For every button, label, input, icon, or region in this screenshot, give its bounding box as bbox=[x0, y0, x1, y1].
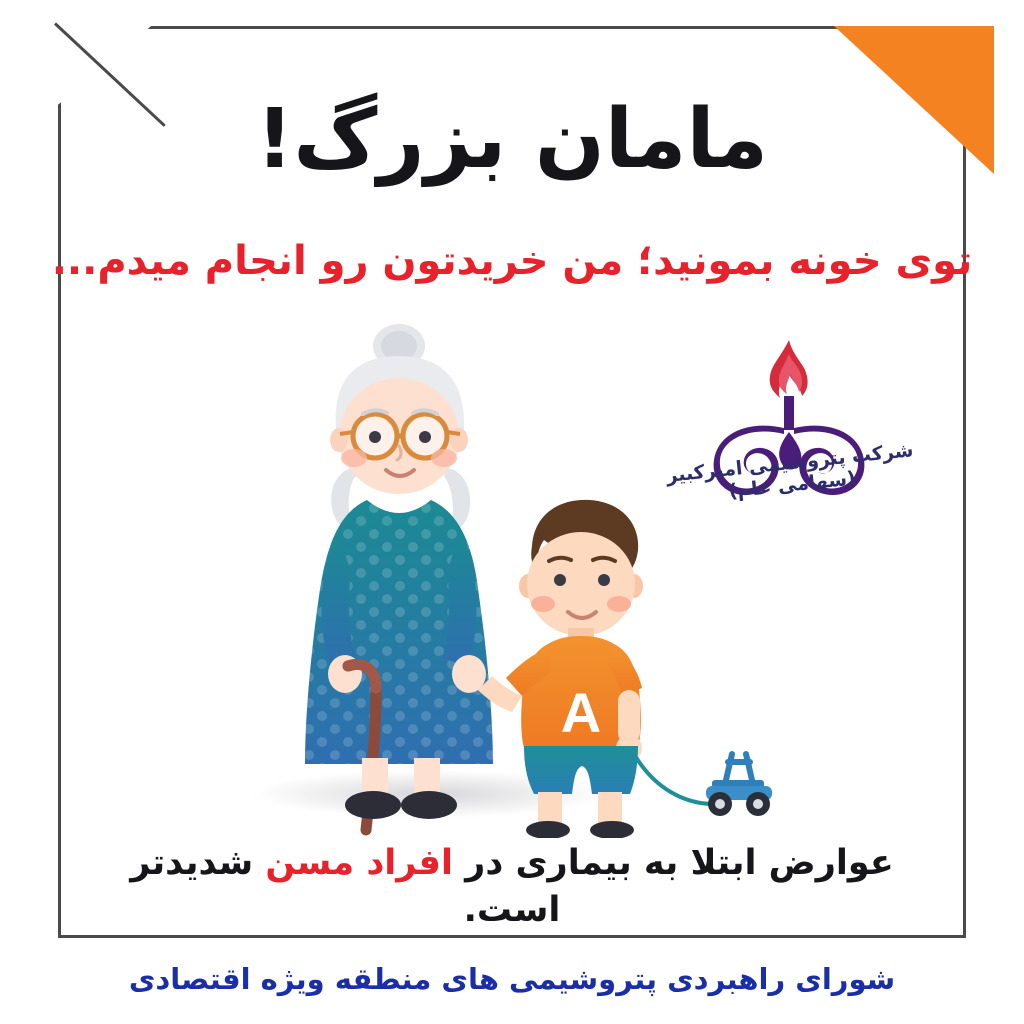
bottom-message-after: شدیدتر است. bbox=[130, 843, 561, 931]
bottom-message bbox=[90, 840, 934, 935]
svg-text:A: A bbox=[560, 681, 602, 744]
logo-company-name: شرکت پتروشیمی امیرکبیر (سهامی عام) bbox=[665, 439, 915, 503]
bottom-message-before: عوارض ابتلا به بیماری در bbox=[452, 843, 894, 883]
page-title: مامان بزرگ! bbox=[255, 92, 769, 187]
subheadline: توی خونه بمونید؛ من خریدتون رو انجام میدم... bbox=[51, 238, 973, 284]
footer-organization: شورای راهبردی پتروشیمی های منطقه ویژه اقتصادی bbox=[128, 962, 896, 996]
bottom-message-highlight: افراد مسن bbox=[265, 843, 453, 883]
